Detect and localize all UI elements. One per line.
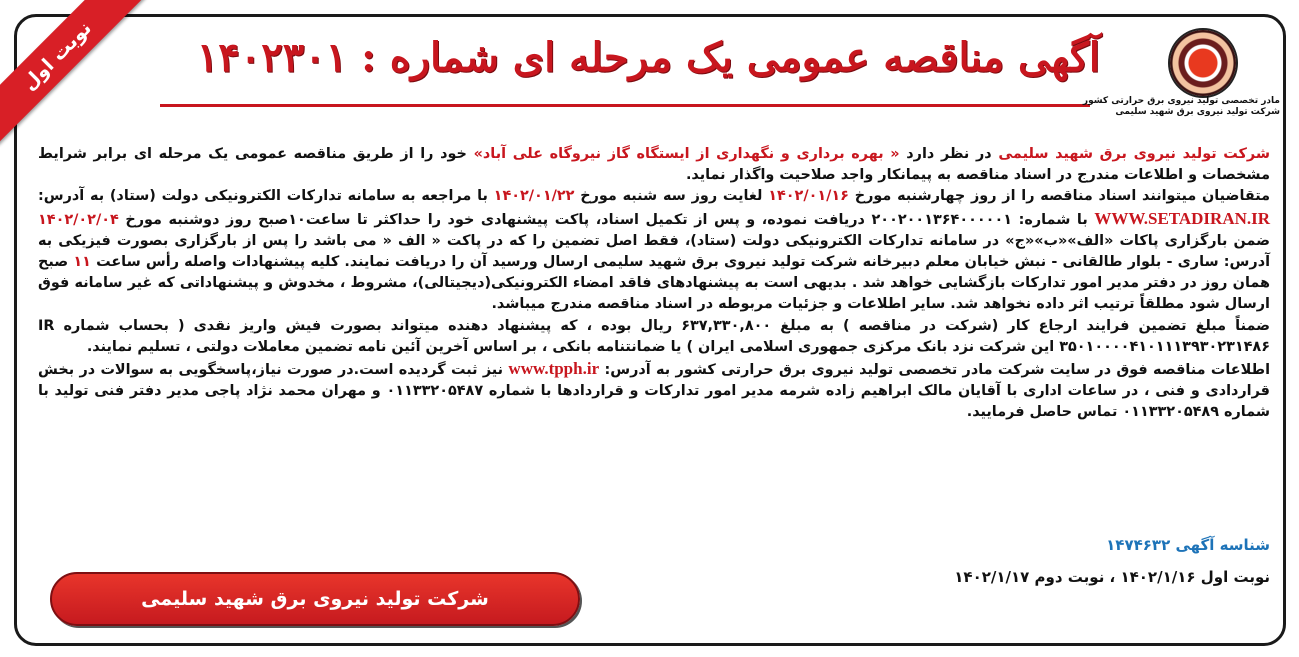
setad-website-link[interactable]: WWW.SETADIRAN.IR (1094, 208, 1271, 228)
project-title: « بهره برداری و نگهداری از ایستگاه گاز نیروگاه علی آباد» (473, 146, 900, 162)
text-segment: با مراجعه به سامانه تدارکات الکترونیکی دولت (ستاد) به آدرس: (38, 188, 488, 205)
submission-date: ۱۴۰۲/۰۲/۰۴ (38, 211, 119, 228)
company-line-2: شرکت تولید نیروی برق شهید سلیمی (1115, 107, 1280, 117)
paragraph-intro (38, 144, 1270, 186)
paragraph-guarantee: ضمناً مبلغ تضمین فرایند ارجاع کار (شرکت در مناقصه ) به مبلغ ۶۳۷,۳۳۰,۸۰۰ ریال بوده ، که پیشنهاد دهنده میتواند بصورت فیش واریز نقدی ( بحساب شماره IR ۳۵۰۱۰۰۰۰۴۱۰۱۱۱۳۹۳۰۲۳۱۴۸۶ این شرکت نزد بانک مرکزی جمهوری اسلامی ایران ) یا ضمانتنامه بانکی ، بر اساس آخرین آئین نامه تضمین معاملات دولتی ، تسلیم نمایند. (38, 317, 1270, 355)
text-segment: خود را از طریق مناقصه عمومی یک مرحله ای برابر شرایط مشخصات و اطلاعات مندرج در اسناد مناقصه به پیمانکار واجد صلاحیت واگذار نماید. (38, 146, 1270, 184)
ribbon-label: نوبت اول (0, 0, 145, 144)
tpph-website-link[interactable]: www.tpph.ir (508, 359, 600, 379)
ad-identifier: شناسه آگهی ۱۴۷۴۶۳۲ (1106, 536, 1270, 554)
start-date: ۱۴۰۲/۰۱/۱۶ (768, 188, 849, 205)
text-segment: در نظر دارد (906, 146, 992, 162)
corner-ribbon (0, 0, 150, 150)
end-date: ۱۴۰۲/۰۱/۲۲ (493, 188, 575, 205)
paragraph-documents (38, 186, 1270, 315)
text-segment: نیز ثبت گردیده است.در صورت نیاز،پاسخگویی به سوالات در بخش قراردادی و فنی ، در ساعات اداری با آقایان مالک ابراهیم زاده شرمه مدیر امور تدارکات و قراردادها با شماره ۰۱۱۳۳۲۰۵۴۸۷ و مهران محمد نژاد پاجی مدیر دفتر فنی تولید با شماره ۰۱۱۳۳۲۰۵۴۸۹ تماس حاصل فرمایید. (38, 362, 1270, 421)
text-segment: با شماره: ۲۰۰۲۰۰۱۳۶۴۰۰۰۰۰۱ دریافت نموده، و پس از تکمیل اسناد، پاکت پیشنهادی خود را حداکثر تا ساعت۱۰صبح روز دوشنبه مورخ (125, 211, 1088, 228)
company-name-block (1075, 96, 1280, 118)
company-line-1: مادر تخصصی تولید نیروی برق حرارتی کشور (1082, 96, 1280, 106)
footer-company-banner: شرکت تولید نیروی برق شهید سلیمی (50, 572, 580, 626)
text-segment: اطلاعات مناقصه فوق در سایت شرکت مادر تخصصی تولید نیروی برق حرارتی کشور به آدرس: (604, 362, 1271, 379)
text-segment: صبح همان روز در دفتر مدیر امور تدارکات بازگشایی خواهد شد . بدیهی است به پیشنهادهای فاقد امضاء الکترونیکی(دیجیتالی)، مشروط ، مخدوش و پیشنهاداتی که غیر سامانه فوق ارسال شود مطلقاً ترتیب اثر داده نخواهد شد. سایر اطلاعات و جزئیات مربوطه در اسناد مناقصه مندرج میباشد. (38, 254, 1270, 313)
paragraph-contact (38, 358, 1270, 424)
text-segment: لغایت روز سه شنبه مورخ (580, 188, 763, 205)
text-segment: متقاضیان میتوانند اسناد مناقصه را از روز چهارشنبه مورخ (854, 188, 1270, 205)
text-segment: ضمن بارگزاری پاکات «الف»«ب»«ج» در سامانه تدارکات الکترونیکی دولت (ستاد)، فقط اصل تضمین را که در پاکت « الف « می باشد را پس از بارگزاری بصورت فیزیکی به آدرس: ساری - بلوار طالقانی - نبش خیابان معلم دبیرخانه شرکت تولید نیروی برق شهید سلیمی ارسال ورسید آن را دریافت نمایند. کلیه پیشنهادات واصله رأس ساعت (38, 232, 1271, 271)
opening-hour: ۱۱ (73, 254, 91, 271)
title-underline (160, 104, 1090, 107)
company-logo-icon (1170, 30, 1236, 96)
publication-turns: نوبت اول ۱۴۰۲/۱/۱۶ ، نوبت دوم ۱۴۰۲/۱/۱۷ (954, 568, 1270, 586)
company-name: شرکت تولید نیروی برق شهید سلیمی (998, 146, 1271, 162)
ad-body (38, 144, 1270, 424)
page-title: آگهی مناقصه عمومی یک مرحله ای شماره : ۱۴۰۲۳۰۱ (196, 34, 1100, 81)
